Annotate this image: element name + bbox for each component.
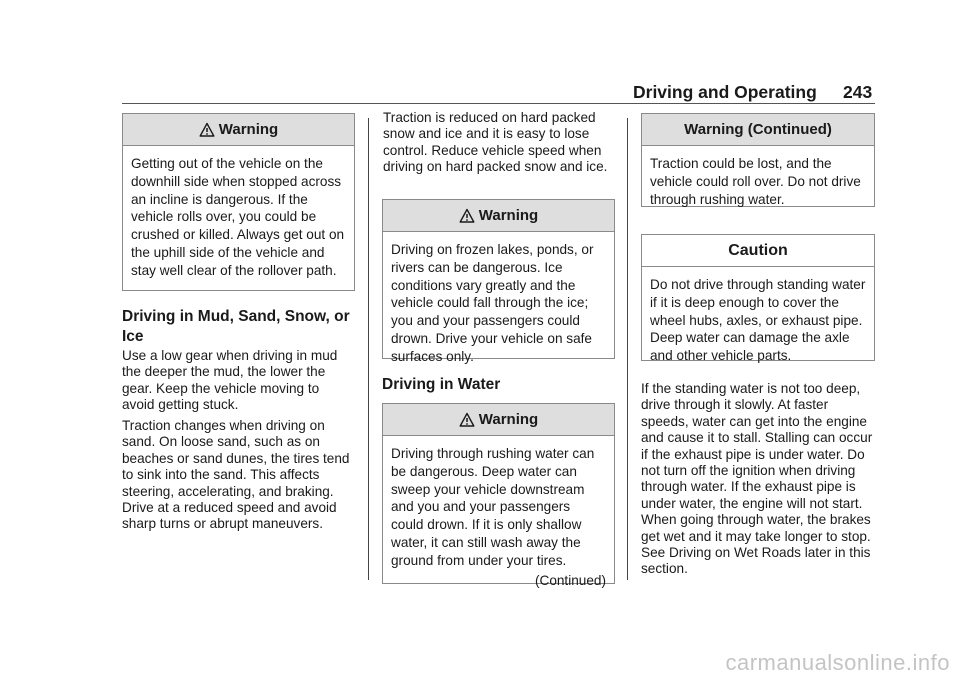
paragraph-packed-snow: Traction is reduced on hard packed snow and ice and it is easy to lose control. Reduce vehicle speed when driving on hard packed snow and ice. [383, 110, 608, 175]
paragraph-standing-water: If the standing water is not too deep, drive through it slowly. At faster speeds, water can get into the engine and cause it to stall. Stalling can occur if the exhaust pipe is under water. Do not turn off the ignition when driving through water. If the exhaust pipe is under water, the engine will not start. When going through water, the brakes get wet and it may take longer to stop. See Driving on Wet Roads later in this section. [641, 381, 873, 577]
warning-header [383, 200, 614, 232]
warning-text: Driving through rushing water can be dangerous. Deep water can sweep your vehicle downstream and you and your passengers could drown. If it is only shallow water, it can still wash away the ground from under your tires. [391, 446, 595, 568]
warning-box-rushing-water [382, 403, 615, 588]
watermark-text: carmanualsonline.info [725, 650, 950, 675]
heading-driving-in-water: Driving in Water [382, 376, 501, 393]
paragraph-low-gear: Use a low gear when driving in mud the deeper the mud, the lower the gear. Keep the vehicle moving to avoid getting stuck. [122, 348, 338, 413]
warning-icon [459, 412, 475, 428]
heading-mud-sand-snow-ice: Driving in Mud, Sand, Snow, or Ice [122, 308, 350, 345]
page-number: 243 [843, 82, 873, 102]
warning-continued-box [641, 113, 875, 207]
header-divider [122, 103, 875, 104]
warning-title: Warning [478, 207, 539, 224]
warning-title: Warning [478, 411, 539, 428]
warning-box-incline [122, 113, 355, 291]
warning-text: Driving on frozen lakes, ponds, or rivers can be dangerous. Ice conditions vary greatly and the vehicle could fall through the ice; you and your passengers could drown. Drive your vehicle on safe surfaces only. [391, 242, 594, 364]
caution-header: Caution [642, 235, 874, 267]
column-divider-1 [368, 118, 369, 580]
warning-header [123, 114, 354, 146]
warning-box-frozen-lakes [382, 199, 615, 364]
column-divider-2 [627, 118, 628, 580]
caution-box [641, 234, 875, 364]
warning-text: Getting out of the vehicle on the downhill side when stopped across an incline is dangerous. If the vehicle rolls over, you could be crushed or killed. Always get out on the uphill side of the vehicle and stay well clear of the rollover path. [131, 156, 345, 278]
section-title: Driving and Operating [633, 82, 817, 102]
warning-header [383, 404, 614, 436]
paragraph-sand-traction: Traction changes when driving on sand. On loose sand, such as on beaches or sand dunes, the tires tend to sink into the sand. This affects steering, accelerating, and braking. Drive at a reduced speed and avoid sharp turns or abrupt maneuvers. [122, 418, 350, 532]
warning-icon [199, 122, 215, 138]
caution-text: Do not drive through standing water if it is deep enough to cover the wheel hubs, axles, or exhaust pipe. Deep water can damage the axle and other vehicle parts. [650, 277, 866, 364]
continued-label: (Continued) [534, 572, 606, 588]
warning-body [383, 436, 614, 597]
warning-text: Traction could be lost, and the vehicle could roll over. Do not drive through rushing water. [650, 156, 861, 207]
warning-title: Warning [218, 121, 279, 138]
warning-icon [459, 208, 475, 224]
warning-continued-header: Warning (Continued) [642, 114, 874, 146]
